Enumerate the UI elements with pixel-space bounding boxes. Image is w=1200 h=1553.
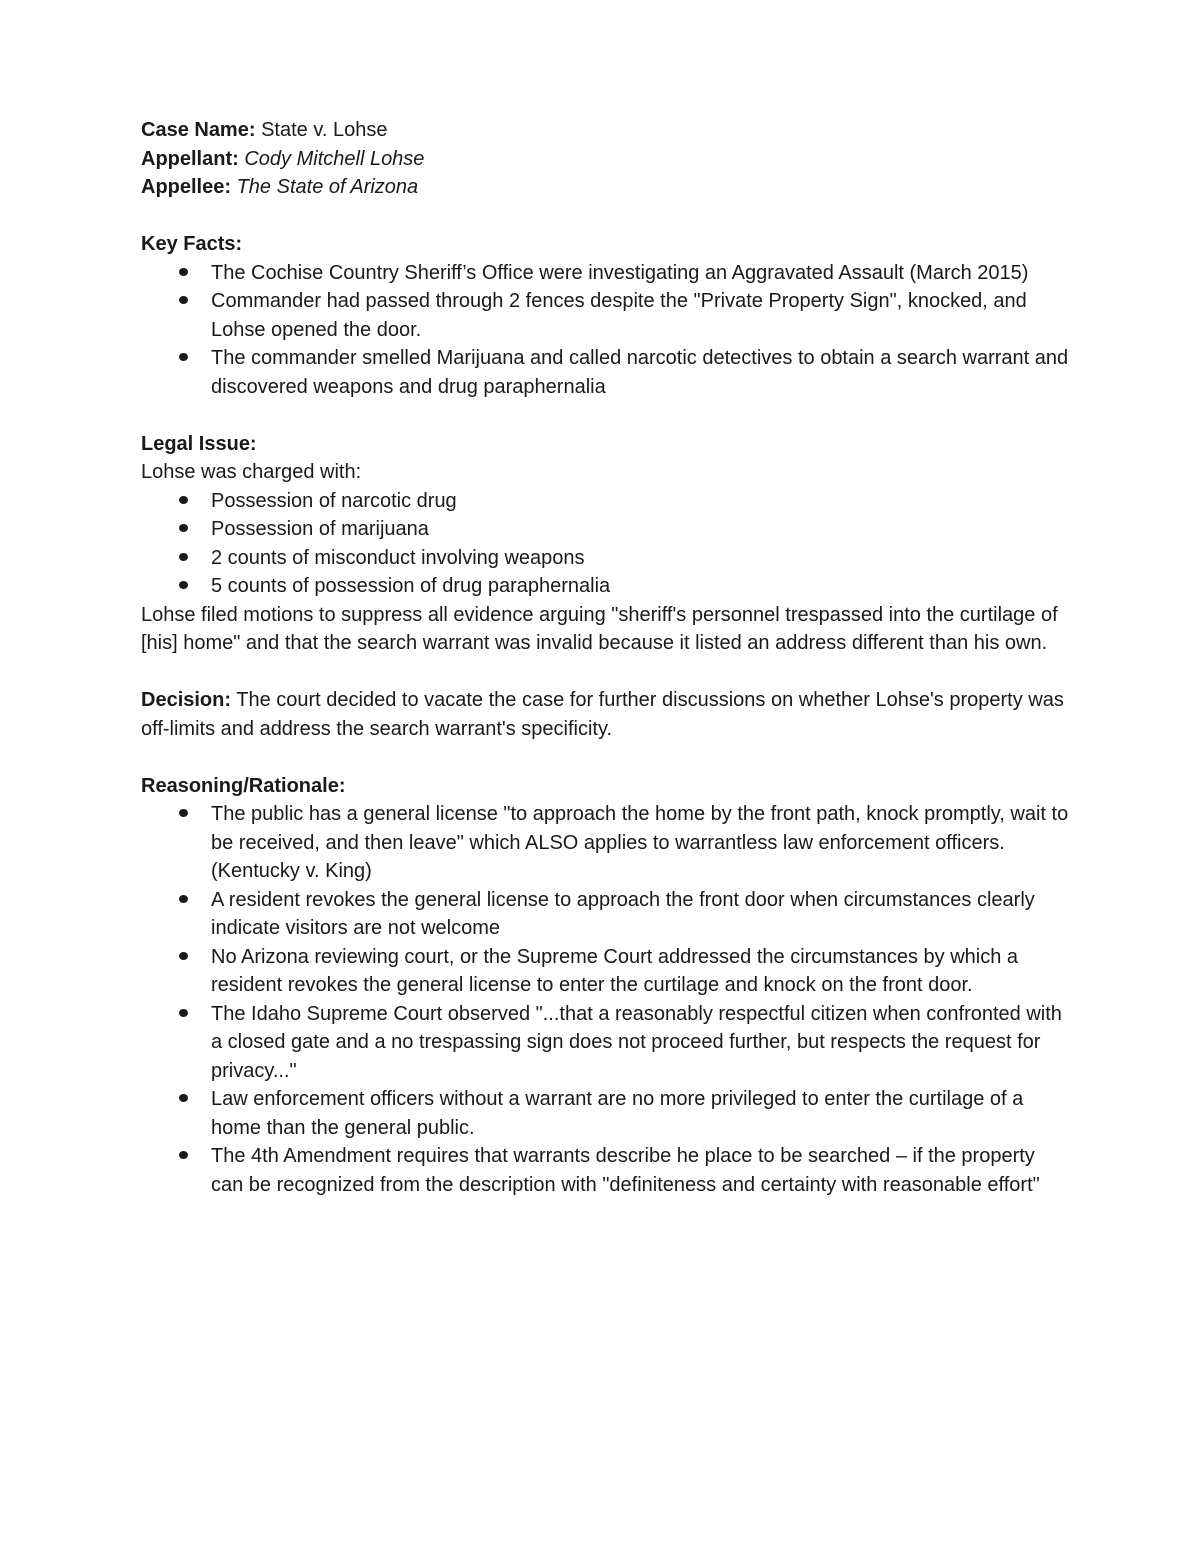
list-item bbox=[141, 572, 1071, 601]
bullet-icon bbox=[179, 553, 188, 561]
document-page bbox=[141, 116, 1071, 1199]
bullet-icon bbox=[179, 353, 188, 361]
legal-issue-title: Legal Issue: bbox=[141, 432, 257, 455]
list-item bbox=[141, 886, 1071, 943]
legal-issue-paragraph: Lohse filed motions to suppress all evidence arguing "sheriff's personnel trespassed into the curtilage of [his] home" and that the search warrant was invalid because it listed an address different than his own. bbox=[141, 603, 1058, 654]
key-facts-list bbox=[141, 259, 1071, 402]
spacer bbox=[141, 401, 1071, 430]
charges-list bbox=[141, 487, 1071, 601]
list-item bbox=[141, 1085, 1071, 1142]
bullet-icon bbox=[179, 809, 188, 817]
bullet-icon bbox=[179, 268, 188, 276]
list-item bbox=[141, 1000, 1071, 1086]
list-item-text: Commander had passed through 2 fences despite the "Private Property Sign", knocked, and Lohse opened the door. bbox=[211, 290, 1027, 341]
spacer bbox=[141, 743, 1071, 772]
bullet-icon bbox=[179, 581, 188, 589]
decision-paragraph bbox=[141, 686, 1071, 743]
spacer bbox=[141, 658, 1071, 687]
list-item bbox=[141, 259, 1071, 288]
list-item-text: 5 counts of possession of drug paraphernalia bbox=[211, 575, 611, 597]
appellee-line bbox=[141, 173, 1071, 202]
bullet-icon bbox=[179, 1094, 188, 1102]
list-item-text: The public has a general license "to approach the home by the front path, knock promptly, wait to be received, and then leave" which ALSO applies to warrantless law enforcement officers. (Kentucky v. King) bbox=[211, 803, 1069, 882]
list-item bbox=[141, 1142, 1071, 1199]
reasoning-list bbox=[141, 800, 1071, 1199]
spacer bbox=[141, 202, 1071, 231]
bullet-icon bbox=[179, 524, 188, 532]
decision-label: Decision: bbox=[141, 689, 232, 711]
appellee-label: Appellee: bbox=[141, 176, 232, 198]
bullet-icon bbox=[179, 895, 188, 903]
list-item bbox=[141, 515, 1071, 544]
list-item-text: A resident revokes the general license to approach the front door when circumstances clearly indicate visitors are not welcome bbox=[211, 888, 1035, 939]
list-item-text: The 4th Amendment requires that warrants describe he place to be searched – if the property can be recognized from the description with "definiteness and certainty with reasonable effort" bbox=[211, 1145, 1040, 1196]
list-item-text: The commander smelled Marijuana and called narcotic detectives to obtain a search warrant and discovered weapons and drug paraphernalia bbox=[211, 347, 1069, 398]
bullet-icon bbox=[179, 952, 188, 960]
list-item-text: No Arizona reviewing court, or the Supreme Court addressed the circumstances by which a resident revokes the general license to enter the curtilage and knock on the front door. bbox=[211, 945, 1019, 996]
list-item bbox=[141, 287, 1071, 344]
list-item-text: The Cochise Country Sheriff’s Office were investigating an Aggravated Assault (March 2015) bbox=[211, 261, 1029, 284]
decision-text: The court decided to vacate the case for further discussions on whether Lohse's property was off-limits and address the search warrant's specificity. bbox=[141, 689, 1064, 740]
list-item bbox=[141, 544, 1071, 573]
bullet-icon bbox=[179, 1151, 188, 1159]
bullet-icon bbox=[179, 1009, 188, 1017]
list-item-text: 2 counts of misconduct involving weapons bbox=[211, 546, 585, 569]
list-item bbox=[141, 344, 1071, 401]
legal-issue-intro: Lohse was charged with: bbox=[141, 461, 362, 483]
case-name-line bbox=[141, 116, 1071, 145]
case-name-value: State v. Lohse bbox=[255, 119, 388, 141]
list-item bbox=[141, 487, 1071, 516]
reasoning-title: Reasoning/Rationale: bbox=[141, 774, 346, 797]
list-item bbox=[141, 800, 1071, 886]
bullet-icon bbox=[179, 296, 188, 304]
list-item-text: The Idaho Supreme Court observed "...that a reasonably respectful citizen when confronted with a closed gate and a no trespassing sign does not proceed further, but respects the request for privacy..." bbox=[211, 1002, 1062, 1082]
appellant-value: Cody Mitchell Lohse bbox=[244, 147, 425, 170]
bullet-icon bbox=[179, 496, 188, 504]
list-item bbox=[141, 943, 1071, 1000]
case-name-label: Case Name: bbox=[141, 119, 256, 141]
appellant-line bbox=[141, 145, 1071, 174]
list-item-text: Possession of narcotic drug bbox=[211, 489, 457, 512]
appellant-label: Appellant: bbox=[141, 147, 239, 170]
appellee-value: The State of Arizona bbox=[236, 176, 419, 198]
list-item-text: Possession of marijuana bbox=[211, 518, 429, 540]
key-facts-title: Key Facts: bbox=[141, 233, 243, 255]
list-item-text: Law enforcement officers without a warrant are no more privileged to enter the curtilage of a home than the general public. bbox=[211, 1088, 1024, 1139]
